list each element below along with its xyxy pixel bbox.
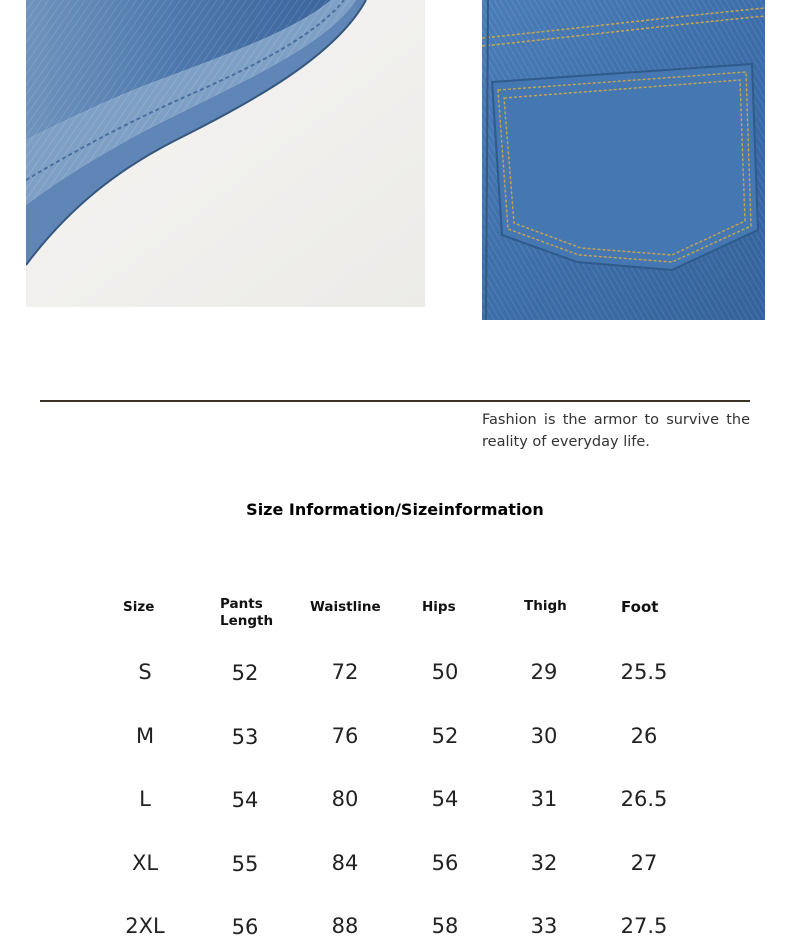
cell-pants-length: 54 <box>231 788 259 812</box>
cell-thigh: 32 <box>530 851 558 875</box>
header-pants-length: Pants Length <box>220 596 274 629</box>
product-photo-hem <box>26 0 425 307</box>
size-section-title: Size Information/Sizeinformation <box>246 500 544 519</box>
cell-hips: 56 <box>431 851 459 875</box>
cell-pants-length: 55 <box>231 852 259 876</box>
cell-foot: 25.5 <box>620 660 668 684</box>
cell-size: S <box>138 660 152 684</box>
header-waistline: Waistline <box>310 599 381 615</box>
header-size: Size <box>123 599 155 615</box>
cell-hips: 50 <box>431 660 459 684</box>
cell-foot: 27.5 <box>620 914 668 938</box>
header-foot: Foot <box>621 598 659 616</box>
section-divider <box>40 400 750 402</box>
cell-thigh: 31 <box>530 787 558 811</box>
cell-foot: 26.5 <box>620 787 668 811</box>
cell-waistline: 84 <box>331 851 359 875</box>
cell-waistline: 72 <box>331 660 359 684</box>
product-photo-pocket <box>482 0 765 320</box>
cell-hips: 54 <box>431 787 459 811</box>
cell-pants-length: 52 <box>231 661 259 685</box>
cell-thigh: 29 <box>530 660 558 684</box>
header-hips: Hips <box>422 599 456 615</box>
cell-hips: 58 <box>431 914 459 938</box>
cell-foot: 26 <box>630 724 658 748</box>
cell-waistline: 88 <box>331 914 359 938</box>
cell-pants-length: 53 <box>231 725 259 749</box>
cell-size: M <box>135 724 155 748</box>
fashion-quote: Fashion is the armor to survive the reality of everyday life. <box>482 412 750 450</box>
cell-waistline: 80 <box>331 787 359 811</box>
cell-waistline: 76 <box>331 724 359 748</box>
cell-size: L <box>139 787 151 811</box>
cell-size: XL <box>131 851 159 875</box>
cell-foot: 27 <box>630 851 658 875</box>
cell-thigh: 33 <box>530 914 558 938</box>
header-thigh: Thigh <box>524 598 567 614</box>
cell-pants-length: 56 <box>231 915 259 939</box>
cell-thigh: 30 <box>530 724 558 748</box>
cell-hips: 52 <box>431 724 459 748</box>
cell-size: 2XL <box>125 914 165 938</box>
